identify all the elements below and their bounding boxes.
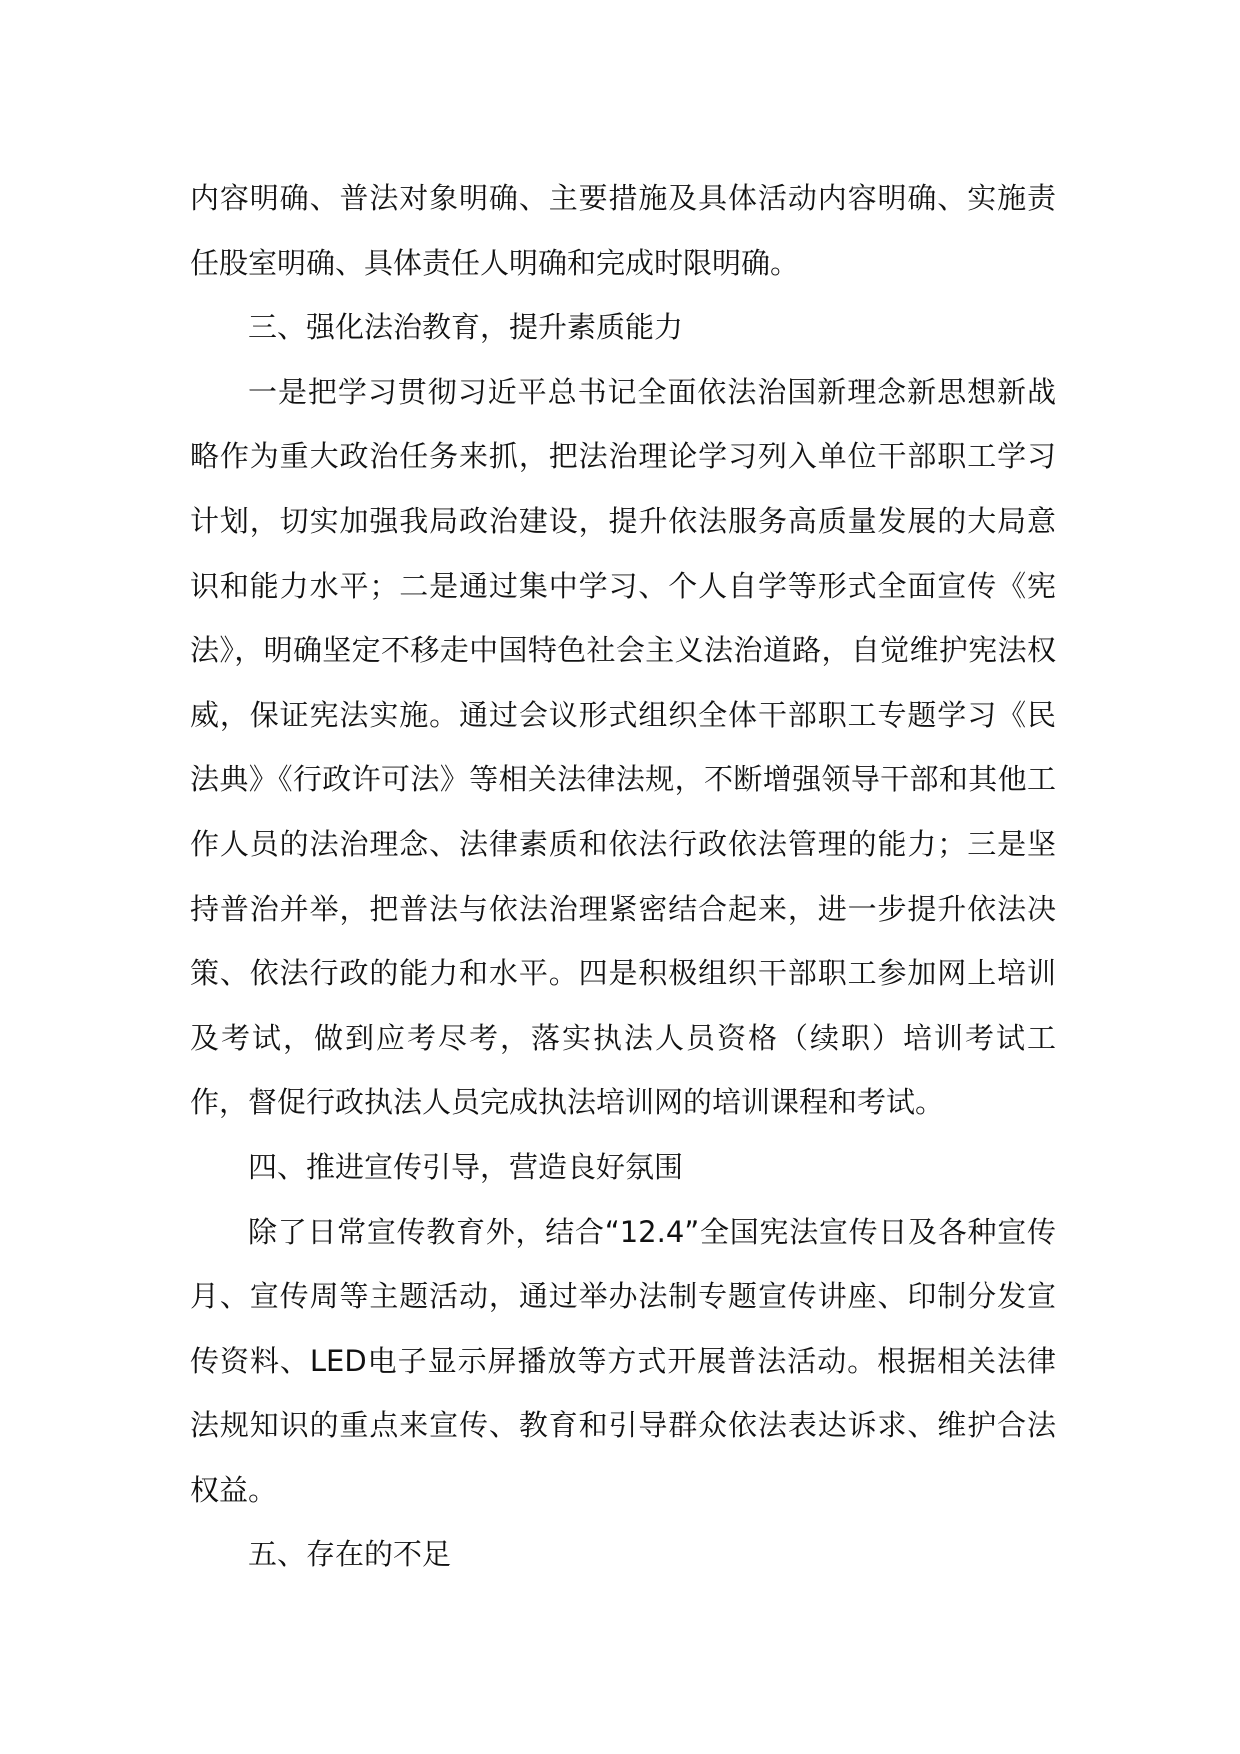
paragraph-body-publicity: 除了日常宣传教育外，结合“12.4”全国宪法宣传日及各种宣传月、宣传周等主题活动，通过举办法制专题宣传讲座、印制分发宣传资料、LED电子显示屏播放等方式开展普法活动。根据相关法律法规知识的重点来宣传、教育和引导群众依法表达诉求、维护合法权益。 [190, 1214, 1056, 1507]
section-heading-three: 三、强化法治教育，提升素质能力 [248, 310, 684, 345]
section-heading-five: 五、存在的不足 [248, 1537, 452, 1572]
document-page [190, 166, 1056, 1587]
paragraph-body-legal-education: 一是把学习贯彻习近平总书记全面依法治国新理念新思想新战略作为重大政治任务来抓，把法治理论学习列入单位干部职工学习计划，切实加强我局政治建设，提升依法服务高质量发展的大局意识和能力水平；二是通过集中学习、个人自学等形式全面宣传《宪法》，明确坚定不移走中国特色社会主义法治道路，自觉维护宪法权威，保证宪法实施。通过会议形式组织全体干部职工专题学习《民法典》《行政许可法》等相关法律法规，不断增强领导干部和其他工作人员的法治理念、法律素质和依法行政依法管理的能力；三是坚持普治并举，把普法与依法治理紧密结合起来，进一步提升依法决策、依法行政的能力和水平。四是积极组织干部职工参加网上培训及考试，做到应考尽考，落实执法人员资格（续职）培训考试工作，督促行政执法人员完成执法培训网的培训课程和考试。 [190, 374, 1056, 1120]
section-heading-four: 四、推进宣传引导，营造良好氛围 [248, 1149, 684, 1184]
paragraph-continuation: 内容明确、普法对象明确、主要措施及具体活动内容明确、实施责任股室明确、具体责任人明确和完成时限明确。 [190, 181, 1056, 280]
